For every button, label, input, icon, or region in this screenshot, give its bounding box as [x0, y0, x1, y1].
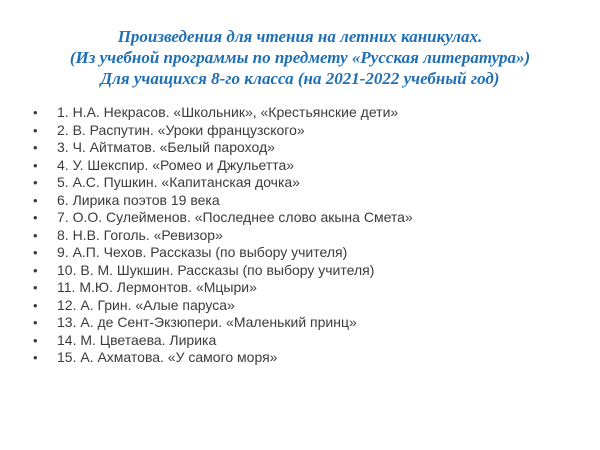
- list-item-text: 4. У. Шекспир. «Ромео и Джульетта»: [57, 156, 295, 173]
- bullet-icon: •: [33, 262, 38, 278]
- list-item: [0, 262, 600, 280]
- list-item: [0, 349, 600, 367]
- list-item-text: 13. А. де Сент-Экзюпери. «Маленький принц»: [57, 314, 357, 330]
- list-item-text: 12. А. Грин. «Алые паруса»: [57, 296, 235, 313]
- list-item-text: 3. Ч. Айтматов. «Белый пароход»: [57, 139, 275, 155]
- list-item-text: 11. М.Ю. Лермонтов. «Мцыри»: [57, 279, 257, 295]
- bullet-icon: •: [33, 210, 38, 225]
- list-item: [0, 227, 600, 245]
- list-item: [0, 279, 600, 297]
- bullet-icon: •: [33, 245, 38, 260]
- bullet-icon: •: [33, 122, 38, 138]
- list-item-text: 15. А. Ахматова. «У самого моря»: [57, 349, 278, 365]
- bullet-icon: •: [33, 105, 38, 120]
- bullet-icon: •: [33, 315, 38, 330]
- bullet-icon: •: [33, 332, 38, 348]
- list-item-text: 1. Н.А. Некрасов. «Школьник», «Крестьянские дети»: [57, 104, 399, 120]
- list-item-text: 6. Лирика поэтов 19 века: [57, 191, 220, 208]
- list-item-text: 7. О.О. Сулейменов. «Последнее слово акына Смета»: [57, 209, 413, 225]
- list-item-text: 5. А.С. Пушкин. «Капитанская дочка»: [57, 174, 300, 190]
- list-item: [0, 157, 600, 175]
- list-item: [0, 174, 600, 192]
- bullet-icon: •: [33, 140, 38, 155]
- list-item: [0, 104, 600, 122]
- bullet-icon: •: [33, 350, 38, 365]
- list-item: [0, 122, 600, 140]
- list-item: [0, 244, 600, 262]
- reading-list: [0, 104, 600, 367]
- bullet-icon: •: [33, 280, 38, 295]
- title-line-1: Произведения для чтения на летних каникулах.: [117, 27, 483, 46]
- list-item: [0, 314, 600, 332]
- list-item-text: 10. В. М. Шукшин. Рассказы (по выбору учителя): [57, 261, 375, 278]
- list-item: [0, 297, 600, 315]
- title-line-2: (Из учебной программы по предмету «Русская литература»): [69, 48, 531, 67]
- list-item-text: 2. В. Распутин. «Уроки французского»: [57, 121, 305, 138]
- list-item-text: 8. Н.В. Гоголь. «Ревизор»: [57, 226, 223, 243]
- bullet-icon: •: [33, 192, 38, 208]
- slide-title: [0, 0, 600, 89]
- list-item: [0, 139, 600, 157]
- bullet-icon: •: [33, 175, 38, 190]
- list-item: [0, 332, 600, 350]
- list-item-text: 14. М. Цветаева. Лирика: [57, 331, 217, 348]
- bullet-icon: •: [33, 227, 38, 243]
- list-item: [0, 192, 600, 210]
- bullet-icon: •: [33, 297, 38, 313]
- title-line-3: Для учащихся 8-го класса (на 2021-2022 учебный год): [100, 69, 500, 88]
- list-item-text: 9. А.П. Чехов. Рассказы (по выбору учителя): [57, 244, 348, 260]
- list-item: [0, 209, 600, 227]
- bullet-icon: •: [33, 157, 38, 173]
